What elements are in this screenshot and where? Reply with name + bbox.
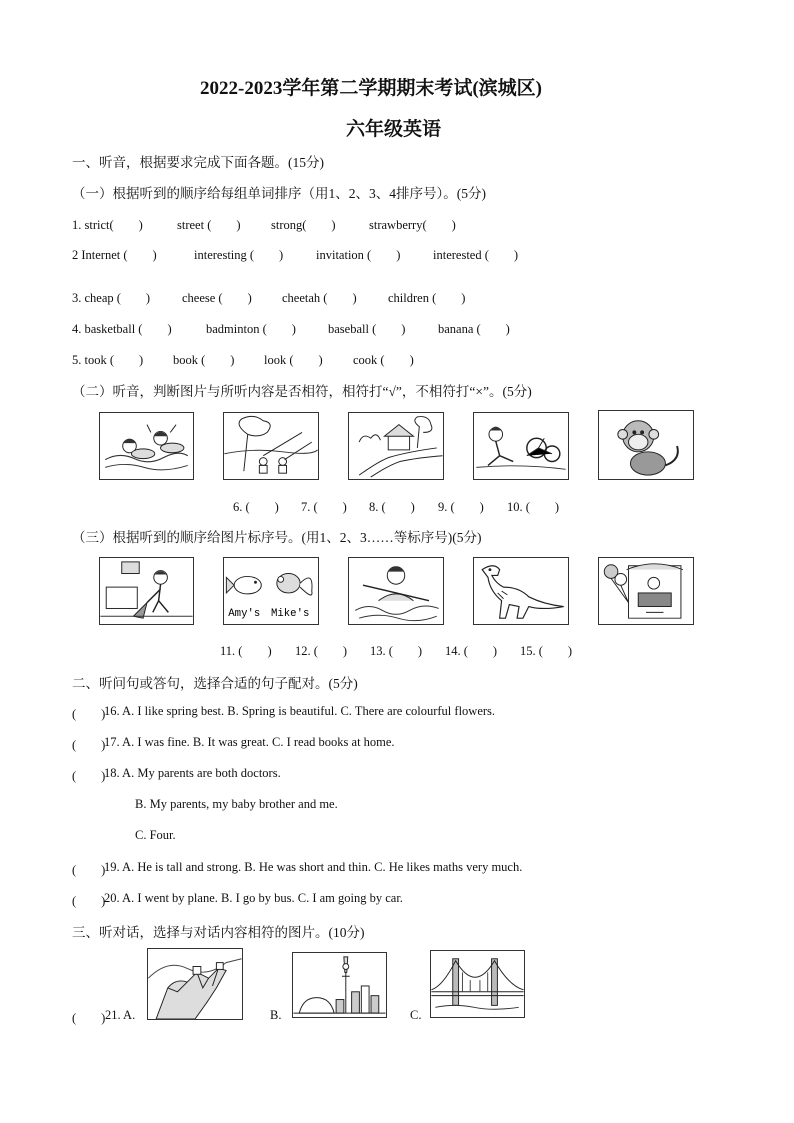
word-item: look ( ): [264, 353, 323, 367]
question-text: 16. A. I like spring best. B. Spring is beautiful. C. There are colourful flowers.: [104, 704, 496, 718]
answer-blank[interactable]: ( ): [72, 863, 106, 877]
word-item: book ( ): [173, 353, 235, 367]
answer-blank[interactable]: 15. ( ): [520, 644, 573, 658]
boy-sweeping-picture: [99, 557, 194, 625]
question-18-option-b: B. My parents, my baby brother and me.: [135, 797, 338, 811]
word-item: invitation ( ): [316, 248, 401, 262]
word-item: 5. took ( ): [72, 353, 144, 367]
question-17: [72, 735, 395, 753]
shop-balloons-picture: [598, 557, 694, 625]
question-text: 17. A. I was fine. B. It was great. C. I read books at home.: [104, 735, 395, 749]
word-item: badminton ( ): [206, 322, 296, 336]
answer-blank[interactable]: 12. ( ): [295, 644, 348, 658]
question-18: [72, 766, 281, 784]
answer-blank[interactable]: ( ): [72, 894, 106, 908]
word-item: cook ( ): [353, 353, 414, 367]
answer-blank[interactable]: 9. ( ): [438, 500, 484, 514]
word-item: children ( ): [388, 291, 466, 305]
word-item: 1. strict( ): [72, 218, 143, 232]
question-20: [72, 891, 403, 909]
answer-blank[interactable]: 13. ( ): [370, 644, 423, 658]
children-swimming-picture: [99, 412, 194, 480]
answer-blank[interactable]: ( ): [72, 1011, 106, 1025]
part2-heading: 二、听问句或答句，选择合适的句子配对。(5分): [72, 676, 358, 691]
fish-label-amy: Amy's: [228, 608, 261, 621]
question-text: 20. A. I went by plane. B. I go by bus. C. I am going by car.: [104, 891, 403, 905]
answer-blank[interactable]: 7. ( ): [301, 500, 347, 514]
question-18-option-c: C. Four.: [135, 828, 176, 842]
answer-blank[interactable]: 14. ( ): [445, 644, 498, 658]
boy-rowing-picture: [348, 557, 444, 625]
word-item: 4. basketball ( ): [72, 322, 172, 336]
great-wall-picture: [147, 948, 243, 1020]
question-text: 19. A. He is tall and strong. B. He was short and thin. C. He likes maths very much.: [104, 860, 523, 874]
question-21: [72, 1008, 422, 1026]
answer-blank[interactable]: ( ): [72, 707, 106, 721]
fish-label-mike: Mike's: [271, 608, 310, 621]
part1-sub3-heading: （三）根据听到的顺序给图片标序号。(用1、2、3……等标序号)(5分): [72, 530, 482, 545]
word-item: strong( ): [271, 218, 336, 232]
answer-blank[interactable]: 8. ( ): [369, 500, 415, 514]
word-item: 2 Internet ( ): [72, 248, 157, 262]
fishing-by-tree-picture: [223, 412, 319, 480]
word-item: banana ( ): [438, 322, 510, 336]
part1-sub2-heading: （二）听音，判断图片与所听内容是否相符，相符打“√”，不相符打“×”。(5分): [72, 384, 532, 399]
part3-heading: 三、听对话，选择与对话内容相符的图片。(10分): [72, 925, 365, 940]
word-item: strawberry( ): [369, 218, 456, 232]
answer-blank[interactable]: 10. ( ): [507, 500, 560, 514]
page-subtitle: 六年级英语: [346, 119, 442, 140]
option-b-label: B.: [270, 1008, 282, 1022]
monkey-picture: [598, 410, 694, 480]
answer-blank[interactable]: ( ): [72, 769, 106, 783]
city-skyline-picture: [292, 952, 387, 1018]
dinosaur-picture: [473, 557, 569, 625]
answer-blank[interactable]: ( ): [72, 738, 106, 752]
word-item: baseball ( ): [328, 322, 406, 336]
part1-heading: 一、听音，根据要求完成下面各题。(15分): [72, 155, 324, 170]
page-title: 2022-2023学年第二学期期末考试(滨城区): [200, 78, 542, 99]
word-item: interesting ( ): [194, 248, 284, 262]
word-item: interested ( ): [433, 248, 519, 262]
bridge-picture: [430, 950, 525, 1018]
word-item: street ( ): [177, 218, 241, 232]
option-a-label: 21. A.: [105, 1008, 136, 1022]
word-item: 3. cheap ( ): [72, 291, 151, 305]
answer-blank[interactable]: 11. ( ): [220, 644, 272, 658]
part1-sub1-heading: （一）根据听到的顺序给每组单词排序（用1、2、3、4排序号）。(5分): [72, 186, 486, 201]
boy-fell-off-bike-picture: [473, 412, 569, 480]
answer-blank[interactable]: 6. ( ): [233, 500, 279, 514]
word-item: cheese ( ): [182, 291, 252, 305]
word-item: cheetah ( ): [282, 291, 357, 305]
option-c-label: C.: [410, 1008, 422, 1022]
question-19: [72, 860, 523, 878]
question-16: [72, 704, 496, 722]
question-text: 18. A. My parents are both doctors.: [104, 766, 281, 780]
goldfish-picture: [223, 557, 319, 625]
house-road-picture: [348, 412, 444, 480]
